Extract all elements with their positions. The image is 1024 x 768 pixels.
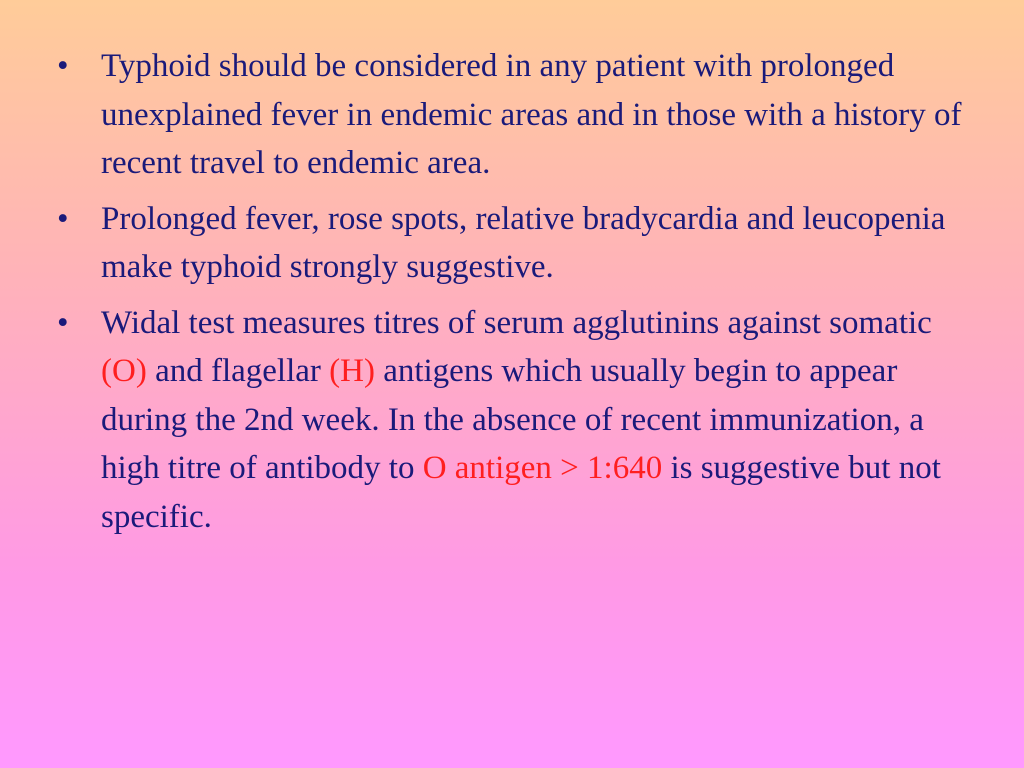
bullet-text: Prolonged fever, rose spots, relative bradycardia and leucopenia make typhoid strongly suggestive.: [101, 200, 946, 285]
bullet-text: Typhoid should be considered in any patient with prolonged unexplained fever in endemic areas and in those with a history of recent travel to endemic area.: [101, 48, 962, 181]
bullet-marker: •: [57, 304, 69, 341]
highlight-somatic-antigen: (O): [101, 353, 147, 389]
bullet-list: [57, 42, 967, 548]
highlight-flagellar-antigen: (H): [329, 353, 375, 389]
bullet-item-typhoid-consideration: [57, 42, 967, 188]
bullet-text-part: antigens which usually begin to appear during the 2nd week. In the absence of recent immunization, a high titre of antibody to: [101, 353, 924, 486]
bullet-item-widal-test: [57, 299, 967, 542]
bullet-text-part: and flagellar: [146, 353, 330, 389]
bullet-marker: •: [57, 48, 69, 84]
bullet-marker: •: [57, 200, 69, 237]
bullet-text-part: is suggestive but not specific.: [101, 450, 941, 535]
bullet-item-clinical-signs: [57, 195, 967, 292]
bullet-text-part: Widal test measures titres of serum agglutinins against somatic: [101, 304, 932, 341]
highlight-titre-threshold: O antigen > 1:640: [422, 450, 663, 486]
